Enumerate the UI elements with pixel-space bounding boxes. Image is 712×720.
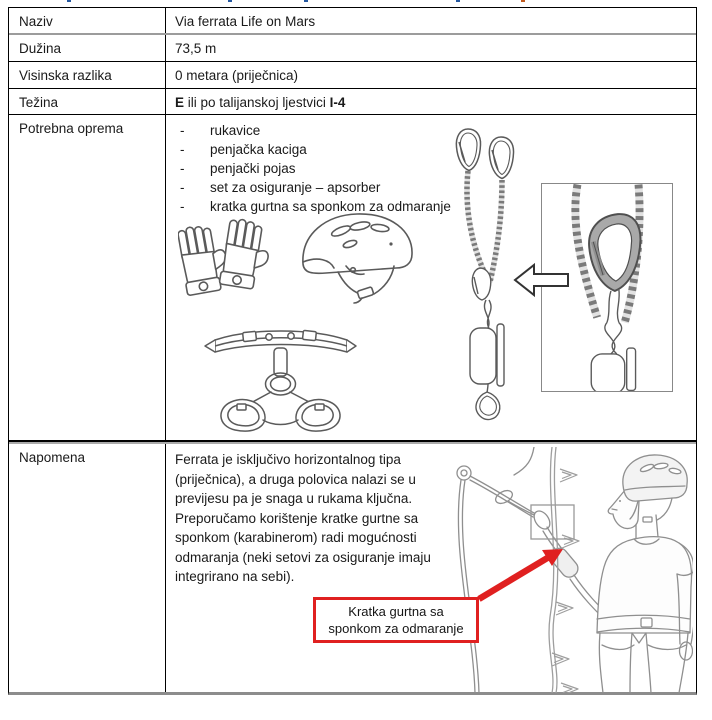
list-item: - penjačka kaciga — [180, 142, 307, 157]
helmet-illustration — [294, 204, 420, 304]
table-row-equipment — [9, 115, 696, 442]
list-item: - set za osiguranje – apsorber — [180, 180, 381, 195]
table-row — [9, 62, 696, 89]
clipped-text-artifact — [521, 0, 525, 2]
route-info-table — [8, 7, 697, 695]
harness-illustration — [203, 320, 358, 442]
list-item: - kratka gurtna sa sponkom za odmaranje — [180, 199, 451, 214]
clipped-text-artifact — [456, 0, 460, 2]
row-value-naziv: Via ferrata Life on Mars — [175, 14, 316, 29]
row-label-naziv: Naziv — [9, 8, 166, 33]
inset-arrow-icon — [512, 262, 570, 298]
list-item: - penjački pojas — [180, 161, 296, 176]
clipped-text-artifact — [67, 0, 71, 2]
table-row — [9, 8, 696, 35]
row-value-visinska-razlika: 0 metara (priječnica) — [175, 68, 299, 83]
row-label-visinska-razlika: Visinska razlika — [9, 62, 166, 88]
row-value-tezina — [166, 89, 696, 114]
row-value-potrebna-oprema — [166, 115, 696, 440]
table-row — [9, 89, 696, 115]
row-label-potrebna-oprema: Potrebna oprema — [9, 115, 166, 440]
clipped-text-artifact — [228, 0, 232, 2]
row-value-duzina: 73,5 m — [175, 41, 217, 56]
list-item: - rukavice — [180, 123, 261, 138]
table-row-note — [9, 442, 696, 692]
gloves-illustration — [178, 212, 270, 308]
row-label-napomena: Napomena — [9, 444, 166, 692]
red-arrow-icon — [471, 542, 571, 606]
row-value-napomena — [166, 444, 696, 692]
grade-letter: E — [175, 95, 185, 110]
table-row — [9, 35, 696, 62]
grade-italian: I-4 — [329, 95, 346, 110]
row-label-tezina: Težina — [9, 89, 166, 114]
clipped-text-artifact — [304, 0, 308, 2]
grade-text: ili po talijanskoj ljestvici — [184, 95, 330, 110]
note-paragraph: Ferrata je isključivo horizontalnog tipa (priječnica), a druga polovica nalazi se u previjesu pa je snaga u rukama ključna. Preporučamo korištenje kratke gurtne sa sponkom (karabinerom) radi mogućnosti odmaranja (neki setovi za osiguranje imaju integrirano na sebi). — [175, 452, 431, 584]
callout-line1: Kratka gurtna sa — [348, 604, 444, 619]
callout-line2: sponkom za odmaranje — [328, 621, 464, 636]
row-label-duzina: Dužina — [9, 35, 166, 61]
callout-box — [313, 597, 479, 643]
